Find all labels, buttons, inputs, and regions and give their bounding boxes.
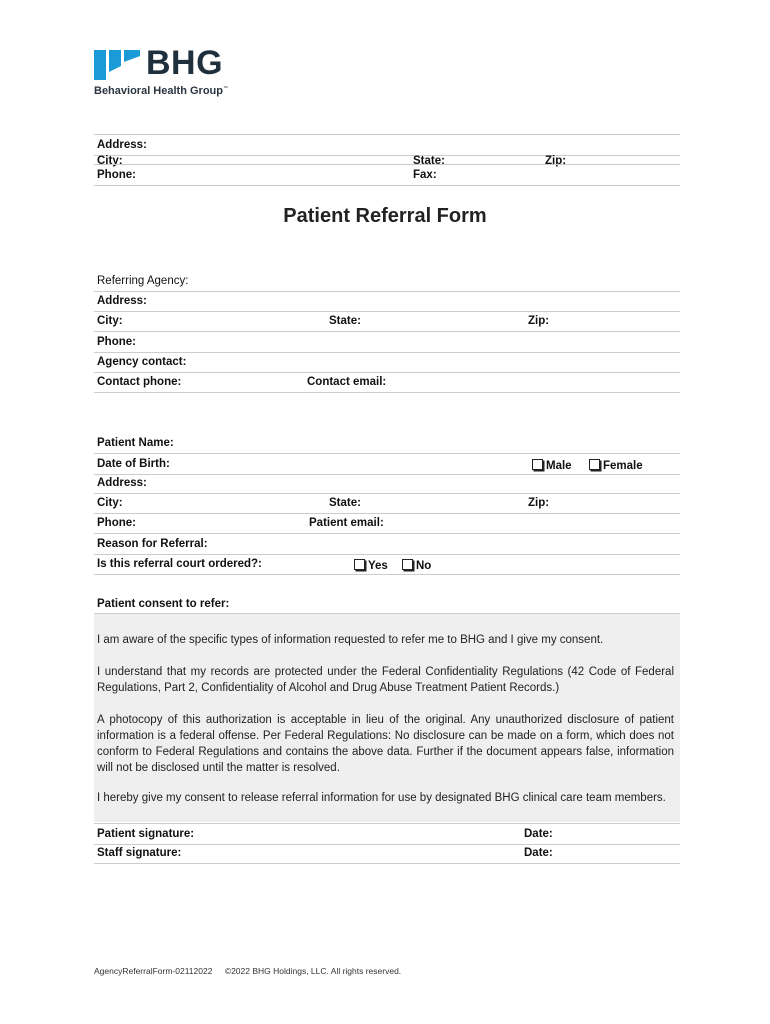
patient-dob-row[interactable] [94, 453, 680, 475]
agency-contact-phone-row[interactable] [94, 372, 680, 393]
staff-signature-row[interactable] [94, 843, 680, 864]
agency-city-label: City: [97, 315, 123, 327]
patient-zip-label: Zip: [528, 497, 550, 509]
female-checkbox-icon[interactable] [589, 459, 600, 470]
reason-row[interactable] [94, 534, 680, 555]
patient-signature-label: Patient signature: [97, 828, 195, 840]
clinic-fax-label: Fax: [413, 169, 437, 181]
no-checkbox-icon[interactable] [402, 559, 413, 570]
staff-signature-label: Staff signature: [97, 847, 182, 859]
agency-address-label: Address: [97, 295, 147, 307]
patient-email-label: Patient email: [309, 517, 384, 529]
agency-state-label: State: [329, 315, 361, 327]
patient-city-row[interactable] [94, 493, 680, 514]
consent-box [94, 613, 680, 822]
staff-date-label: Date: [524, 847, 553, 859]
male-option[interactable]: Male [532, 458, 572, 472]
agency-city-row[interactable] [94, 311, 680, 332]
patient-name-label: Patient Name: [97, 437, 174, 449]
logo-mark-icon [94, 50, 142, 80]
patient-city-label: City: [97, 497, 123, 509]
consent-heading-row [94, 594, 680, 614]
patient-address-row[interactable] [94, 473, 680, 494]
consent-heading: Patient consent to refer: [97, 598, 230, 610]
clinic-phone-row [94, 164, 680, 186]
consent-paragraph-3: A photocopy of this authorization is acceptable in lieu of the original. Any unauthorized disclosure of patient information is a federal offense. Per Federal Regulations: No disclosure can be made on a form, which does not conform to Federal Regulations and contains the above data. Further if the document appears false, information will not be disclosed until the matter is resolved. [97, 714, 674, 774]
brand-name: BHG [146, 44, 224, 82]
court-ordered-label: Is this referral court ordered?: [97, 558, 262, 570]
consent-paragraph-4: I hereby give my consent to release referral information for use by designated BHG clinical care team members. [97, 792, 666, 804]
agency-zip-label: Zip: [528, 315, 550, 327]
no-option[interactable]: No [402, 558, 431, 572]
male-checkbox-icon[interactable] [532, 459, 543, 470]
clinic-city-label: City: [97, 155, 123, 167]
agency-contact-label: Agency contact: [97, 356, 187, 368]
agency-phone-label: Phone: [97, 336, 136, 348]
patient-address-label: Address: [97, 477, 147, 489]
clinic-zip-label: Zip: [545, 155, 567, 167]
referring-agency-row[interactable] [94, 271, 680, 292]
court-ordered-row [94, 554, 680, 575]
contact-email-label: Contact email: [307, 376, 387, 388]
patient-date-label: Date: [524, 828, 553, 840]
bhg-logo [94, 44, 254, 100]
yes-option[interactable]: Yes [354, 558, 388, 572]
agency-phone-row[interactable] [94, 332, 680, 353]
form-id: AgencyReferralForm-02112022 [94, 966, 213, 976]
consent-paragraph-2: I understand that my records are protected under the Federal Confidentiality Regulations (42 Code of Federal Regulations, Part 2, Confidentiality of Alcohol and Drug Abuse Treatment Patient Records.) [97, 666, 674, 694]
copyright: ©2022 BHG Holdings, LLC. All rights reserved. [224, 966, 402, 976]
agency-contact-row[interactable] [94, 352, 680, 373]
clinic-address-label: Address: [97, 139, 147, 151]
patient-phone-label: Phone: [97, 517, 136, 529]
dob-label: Date of Birth: [97, 458, 170, 470]
referring-agency-label: Referring Agency: [97, 275, 189, 287]
reason-label: Reason for Referral: [97, 538, 208, 550]
clinic-phone-label: Phone: [97, 169, 136, 181]
yes-checkbox-icon[interactable] [354, 559, 365, 570]
clinic-state-label: State: [413, 155, 445, 167]
agency-address-row[interactable] [94, 291, 680, 312]
brand-tagline: Behavioral Health Group™ [94, 85, 228, 97]
female-option[interactable]: Female [589, 458, 643, 472]
patient-state-label: State: [329, 497, 361, 509]
consent-paragraph-1: I am aware of the specific types of information requested to refer me to BHG and I give my consent. [97, 634, 604, 646]
patient-phone-row[interactable] [94, 513, 680, 534]
patient-signature-row[interactable] [94, 823, 680, 845]
form-title: Patient Referral Form [283, 205, 487, 227]
contact-phone-label: Contact phone: [97, 376, 182, 388]
patient-name-row[interactable] [94, 433, 680, 453]
footer [94, 966, 411, 976]
